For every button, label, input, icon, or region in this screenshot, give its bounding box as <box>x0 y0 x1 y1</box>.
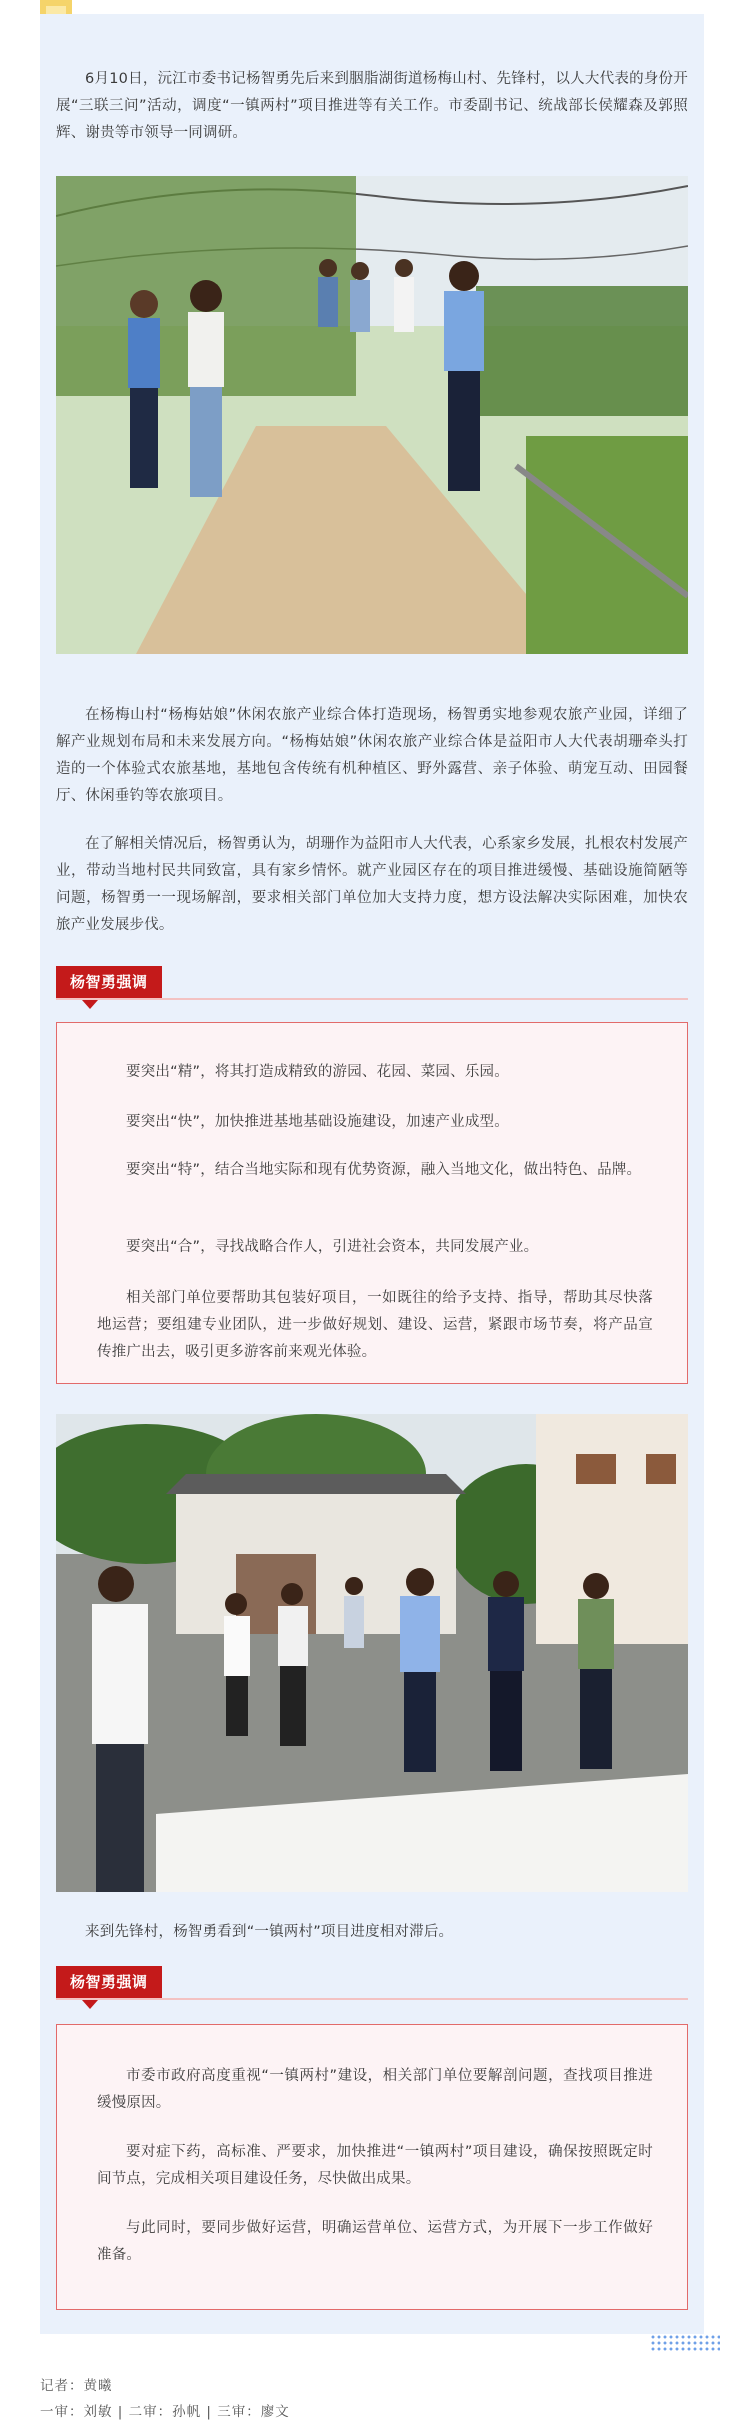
tag-pointer <box>82 2000 98 2009</box>
review-credits: 一审：刘敏 | 二审：孙帆 | 三审：廖文 <box>40 2404 290 2420</box>
section-1-item: 要突出“精”，将其打造成精致的游园、花园、菜园、乐园。 <box>126 1064 509 1080</box>
section-1-box <box>56 1022 688 1384</box>
tag-underline <box>56 998 688 1000</box>
section-2-item: 与此同时，要同步做好运营，明确运营单位、运营方式，为开展下一步工作做好准备。 <box>97 2220 653 2263</box>
village-visit-photo <box>56 1414 688 1892</box>
section-2-header <box>56 1966 688 2000</box>
tag-underline <box>56 1998 688 2000</box>
section-1-item: 相关部门单位要帮助其包装好项目，一如既往的给予支持、指导，帮助其尽快落地运营；要组建专业团队，进一步做好规划、建设、运营，紧跟市场节奏，将产品宣传推广出去，吸引更多游客前来观光体验。 <box>97 1290 653 1360</box>
section-2-item: 市委市政府高度重视“一镇两村”建设，相关部门单位要解剖问题，查找项目推进缓慢原因。 <box>97 2068 653 2111</box>
section-1-header <box>56 966 688 1000</box>
paragraph-3: 在了解相关情况后，杨智勇认为，胡珊作为益阳市人大代表，心系家乡发展，扎根农村发展产业，带动当地村民共同致富，具有家乡情怀。就产业园区存在的项目推进缓慢、基础设施简陋等问题，杨智勇一一现场解剖，要求相关部门单位加大支持力度，想方设法解决实际困难，加快农旅产业发展步伐。 <box>56 836 688 933</box>
tag-pointer <box>82 1000 98 1009</box>
intro-paragraph: 6月10日，沅江市委书记杨智勇先后来到胭脂湖街道杨梅山村、先锋村，以人大代表的身份开展“三联三问”活动，调度“一镇两村”项目推进等有关工作。市委副书记、统战部长侯耀森及郭照辉、谢贵等市领导一同调研。 <box>56 71 688 141</box>
section-1-item: 要突出“快”，加快推进基地基础设施建设，加速产业成型。 <box>126 1114 509 1130</box>
paragraph-4: 来到先锋村，杨智勇看到“一镇两村”项目进度相对滞后。 <box>85 1924 454 1940</box>
section-1-item: 要突出“合”，寻找战略合作人，引进社会资本，共同发展产业。 <box>126 1239 539 1255</box>
reporter-credit: 记者：黄曦 <box>40 2378 113 2394</box>
section-1-item: 要突出“特”，结合当地实际和现有优势资源，融入当地文化，做出特色、品牌。 <box>126 1162 642 1178</box>
paragraph-2: 在杨梅山村“杨梅姑娘”休闲农旅产业综合体打造现场，杨智勇实地参观农旅产业园，详细了解产业规划布局和未来发展方向。“杨梅姑娘”休闲农旅产业综合体是益阳市人大代表胡珊牵头打造的一个体验式农旅基地，基地包含传统有机种植区、野外露营、亲子体验、萌宠互动、田园餐厅、休闲垂钓等农旅项目。 <box>56 707 688 804</box>
section-2-item: 要对症下药，高标准、严要求，加快推进“一镇两村”项目建设，确保按照既定时间节点，完成相关项目建设任务，尽快做出成果。 <box>97 2144 653 2187</box>
section-2-box <box>56 2024 688 2310</box>
section-2-tag: 杨智勇强调 <box>56 1966 162 1998</box>
section-1-tag: 杨智勇强调 <box>56 966 162 998</box>
greenhouse-photo <box>56 176 688 654</box>
dots-decoration <box>650 2334 720 2352</box>
